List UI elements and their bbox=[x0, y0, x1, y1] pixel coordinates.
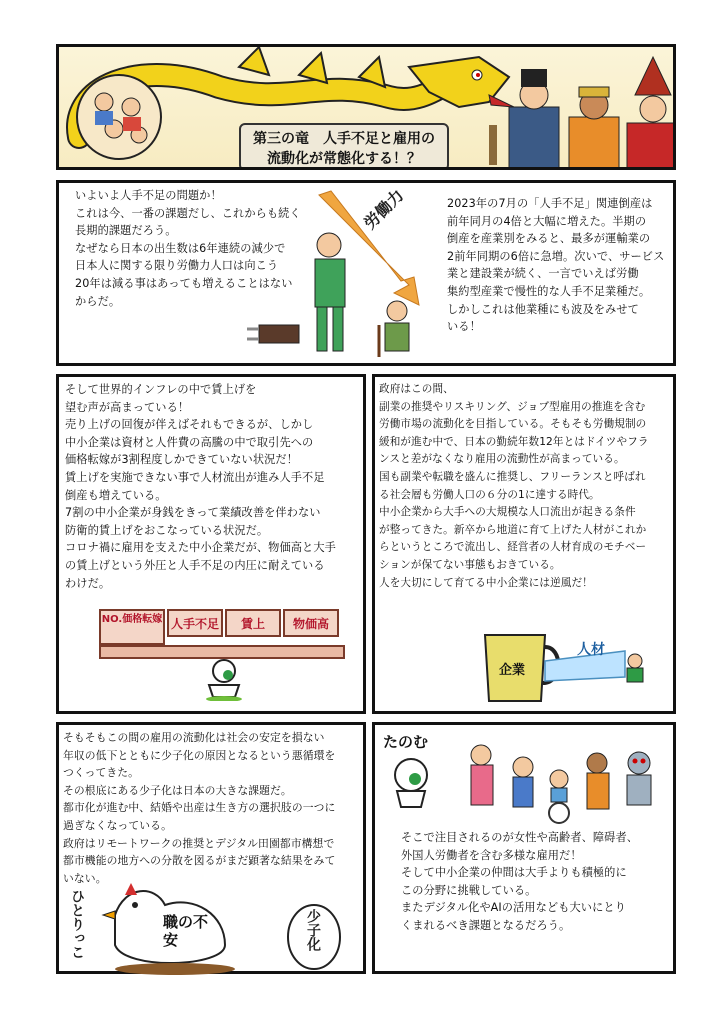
text-line: 20年は減る事はあっても増えることはない bbox=[75, 276, 293, 290]
panel-declining-birthrate bbox=[56, 722, 366, 974]
text-line: 望む声が高まっている！ bbox=[65, 400, 190, 414]
text-line: らというところで流出し、経営者の人材育成のモチベー bbox=[379, 541, 647, 554]
hen-side-label: ひとりっこ bbox=[69, 889, 85, 959]
panel2-text bbox=[65, 381, 336, 592]
robot-figure bbox=[627, 752, 651, 805]
diverse-workers-illustration bbox=[375, 733, 675, 833]
text-line: その根底にある少子化は日本の大きな課題だ。 bbox=[63, 783, 292, 797]
text-line: なぜなら日本の出生数は6年連続の減少で bbox=[75, 241, 286, 255]
chapter-title-line1: 第三の竜 人手不足と雇用の bbox=[253, 131, 435, 147]
text-line: 年収の低下とともに少子化の原因となるという悪循環を bbox=[63, 748, 336, 762]
text-line: 緩和が進む中で、日本の勤続年数12年とはドイツやフラ bbox=[379, 435, 649, 448]
text-line: 中小企業は資材と人件費の高騰の中で取引先への bbox=[65, 435, 314, 449]
text-line: 人を大切にして育てる中小企業には逆風だ！ bbox=[379, 576, 593, 589]
text-line: 前年同月の4倍と大幅に増えた。半期の bbox=[447, 214, 647, 228]
elderly-figure bbox=[379, 301, 409, 357]
crate-price-pass-through: NO.価格転嫁 bbox=[99, 609, 165, 645]
text-line: そして世界的インフレの中で賃上げを bbox=[65, 383, 257, 396]
struggling-figure-icon bbox=[199, 657, 249, 701]
text-line: ンスと差がなくなり雇用の流動性が高まっている。 bbox=[379, 453, 625, 466]
text-line: 都市機能の地方への分散を図るがまだ顕著な結果をみて bbox=[63, 854, 336, 868]
mug-label: 企業 bbox=[499, 663, 526, 678]
text-line: いない。 bbox=[63, 871, 107, 885]
text-line: またデジタル化やAIの活用なども大いにとり bbox=[401, 901, 626, 915]
woman-with-child-figure bbox=[471, 745, 493, 805]
text-line: そこで注目されるのが女性や高齢者、障碍者、 bbox=[401, 831, 639, 844]
panel1-right-text bbox=[447, 195, 664, 336]
panel-labor-shortage bbox=[56, 180, 676, 366]
text-line: つくってきた。 bbox=[63, 766, 140, 780]
text-line: わけだ。 bbox=[65, 576, 111, 590]
workforce-decline-illustration bbox=[239, 185, 439, 365]
panel4-text bbox=[63, 729, 335, 887]
text-line: 集約型産業で慢性的な人手不足業種だ。 bbox=[447, 284, 651, 298]
egg-label-declining-birthrate: 少子化 bbox=[305, 909, 321, 951]
text-line: そもそもこの間の雇用の流動化は社会の安定を損ない bbox=[63, 731, 325, 744]
hen-label-job-insecurity: 職の不安 bbox=[163, 913, 209, 949]
text-line: 政府はこの間、 bbox=[379, 383, 454, 395]
tanomu-text: たのむ bbox=[383, 733, 429, 751]
text-line: しかしこれは他業種にも波及をみせて bbox=[447, 302, 639, 316]
chapter-title-line2: 流動化が常態化する！？ bbox=[267, 151, 421, 167]
text-line: 日本人に関する限り労働力人口は向こう bbox=[75, 259, 279, 273]
text-line: 国も副業や転職を盛んに推奨し、フリーランスと呼ばれ bbox=[379, 470, 646, 483]
text-line: 過ぎなくなっている。 bbox=[63, 818, 172, 832]
text-line: 業と建設業が続く、一言でいえば労働 bbox=[447, 267, 639, 281]
text-line: コロナ禍に雇用を支えた中小企業だが、物価高と大手 bbox=[65, 541, 336, 555]
talent-label: 人材 bbox=[577, 642, 605, 658]
text-line: 2023年の7月の「人手不足」関連倒産は bbox=[447, 197, 653, 210]
workforce-label: 労働力 bbox=[360, 185, 408, 233]
text-line: いよいよ人手不足の問題か！ bbox=[75, 189, 222, 202]
text-line: この分野に挑戦している。 bbox=[401, 883, 537, 897]
text-line: 都市化が進む中、結婚や出産は生き方の選択肢の一つに bbox=[63, 801, 336, 815]
crate-labor-shortage: 人手不足 bbox=[167, 609, 223, 637]
foreign-worker-figure bbox=[587, 753, 609, 809]
panel-wage-increase bbox=[56, 374, 366, 714]
text-line: 中小企業から大手への大規模な人口流出が起きる条件 bbox=[379, 506, 636, 519]
text-line: 7割の中小企業が身銭をきって業績改善を伴わない bbox=[65, 506, 321, 520]
text-line: 価格転嫁が3割程度しかできていない状況だ！ bbox=[65, 453, 298, 467]
text-line: 長期的課題だろう。 bbox=[75, 224, 177, 238]
text-line: そして中小企業の仲間は大手よりも積極的に bbox=[401, 866, 627, 880]
text-line: ションが保てない事態もおきている。 bbox=[379, 558, 561, 571]
text-line: 労働市場の流動化を目指している。そもそも労働規制の bbox=[379, 418, 647, 431]
chapter-title-scroll bbox=[239, 123, 449, 170]
text-line: 政府はリモートワークの推奨とデジタル田園都市構想で bbox=[63, 836, 335, 850]
text-line: くまれるべき課題となるだろう。 bbox=[401, 918, 571, 932]
text-line: 賃上げを実施できない事で人材流出が進み人手不足 bbox=[65, 470, 325, 484]
text-line: 2前年同期の6倍に急増。次いで、サービス bbox=[447, 249, 665, 263]
text-line: 倒産を産業別をみると、最多が運輸業の bbox=[447, 232, 651, 246]
text-line: る社会層も労働人口の６分の1に達する時代。 bbox=[379, 488, 600, 501]
elderly-worker-figure bbox=[513, 757, 533, 807]
panel-labor-mobility bbox=[372, 374, 676, 714]
panel-diverse-employment bbox=[372, 722, 676, 974]
text-line: からだ。 bbox=[75, 294, 121, 308]
panel3-text bbox=[379, 381, 649, 592]
crate-high-prices: 物価高 bbox=[283, 609, 339, 637]
wheelchair-user-figure bbox=[549, 770, 569, 823]
plug-illustration bbox=[247, 325, 299, 343]
header-banner bbox=[56, 44, 676, 170]
text-line: 外国人労働者を含む多様な雇用だ！ bbox=[401, 848, 582, 862]
text-line: 副業の推奨やリスキリング、ジョブ型雇用の推進を含む bbox=[379, 400, 646, 413]
text-line: が整ってきた。新卒から地道に育て上げた人材がこれか bbox=[379, 523, 647, 536]
crate-wage-hike: 賃上 bbox=[225, 609, 281, 637]
text-line: これは今、一番の課題だし、これからも続く bbox=[75, 206, 301, 220]
businessman-figure bbox=[315, 233, 345, 351]
text-line: 倒産も増えている。 bbox=[65, 488, 167, 502]
text-line: 売り上げの回復が伴えばそれもできるが、しかし bbox=[65, 418, 314, 432]
text-line: いる！ bbox=[447, 320, 481, 334]
text-line: の賃上げという外圧と人手不足の内圧に耐えている bbox=[65, 558, 325, 572]
panel5-text bbox=[401, 829, 638, 935]
text-line: 防衛的賃上げをおこなっている状況だ。 bbox=[65, 523, 269, 537]
ghost-mascot-icon bbox=[395, 759, 427, 807]
